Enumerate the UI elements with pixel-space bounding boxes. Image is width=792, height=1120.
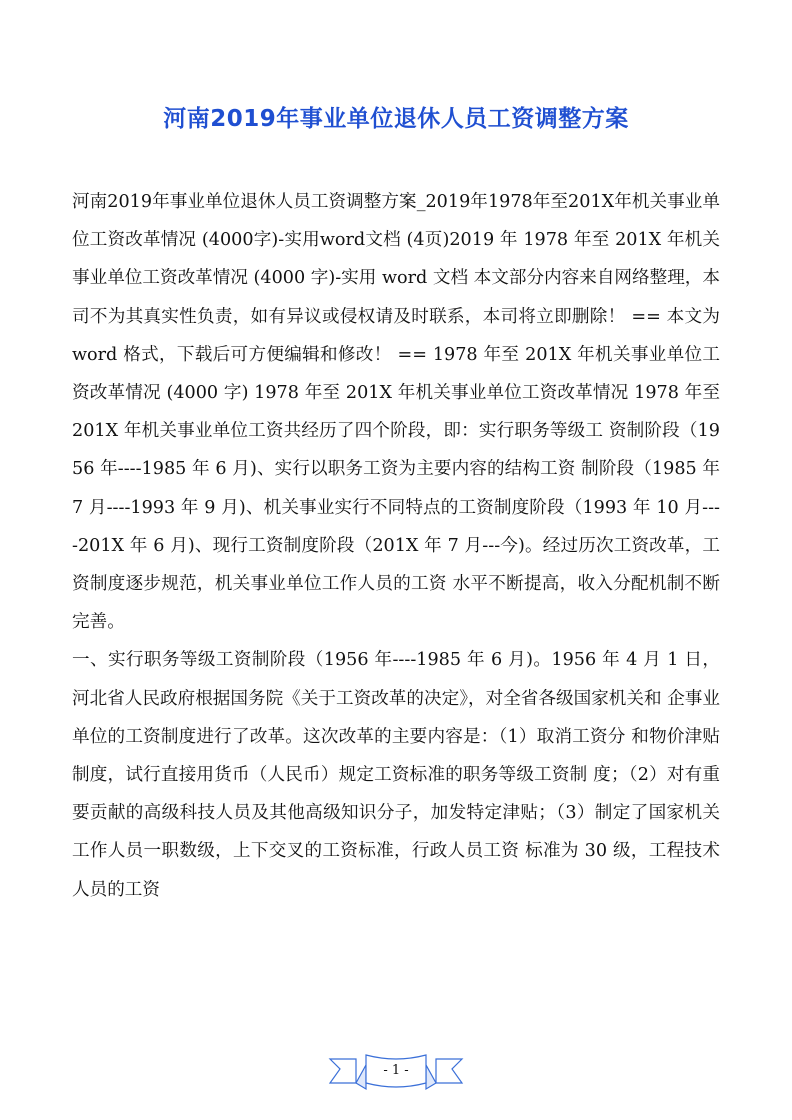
paragraph-intro: 河南2019年事业单位退休人员工资调整方案_2019年1978年至201X年机关事业单位工资改革情况 (4000字)-实用word文档 (4页)2019 年 1978 年至 201X 年机关事业单位工资改革情况 (4000 字)-实用 word 文档 本文部分内容来自网络整理，本司不为其真实性负责，如有异议或侵权请及时联系，本司将立即删除！ == 本文为 word 格式，下载后可方便编辑和修改！ == 1978 年至 201X 年机关事业单位工资改革情况 (4000 字) 1978 年至 201X 年机关事业单位工资改革情况 1978 年至 201X 年机关事业单位工资共经历了四个阶段，即：实行职务等级工 资制阶段（1956 年----1985 年 6 月)、实行以职务工资为主要内容的结构工资 制阶段（1985 年 7 月----1993 年 9 月)、机关事业实行不同特点的工资制度阶段（1993 年 10 月----201X 年 6 月)、现行工资制度阶段（201X 年 7 月---今)。经过历次工资改革，工资制度逐步规范，机关事业单位工作人员的工资 水平不断提高，收入分配机制不断完善。 — [72, 192, 720, 633]
document-title: 河南2019年事业单位退休人员工资调整方案 — [163, 106, 629, 132]
page-number: - 1 - — [383, 1063, 409, 1078]
document-body — [72, 183, 720, 909]
page-footer — [328, 1053, 464, 1093]
paragraph-section-one: 一、实行职务等级工资制阶段（1956 年----1985 年 6 月)。1956 年 4 月 1 日， 河北省人民政府根据国务院《关于工资改革的决定》，对全省各级国家机关和 企事业单位的工资制度进行了改革。这次改革的主要内容是：（1）取消工资分 和物价津贴制度，试行直接用货币（人民币）规定工资标准的职务等级工资制 度；（2）对有重要贡献的高级科技人员及其他高级知识分子，加发特定津贴；（3）制定了国家机关工作人员一职数级，上下交叉的工资标准，行政人员工资 标准为 30 级，工程技术人员的工资 — [72, 650, 720, 900]
